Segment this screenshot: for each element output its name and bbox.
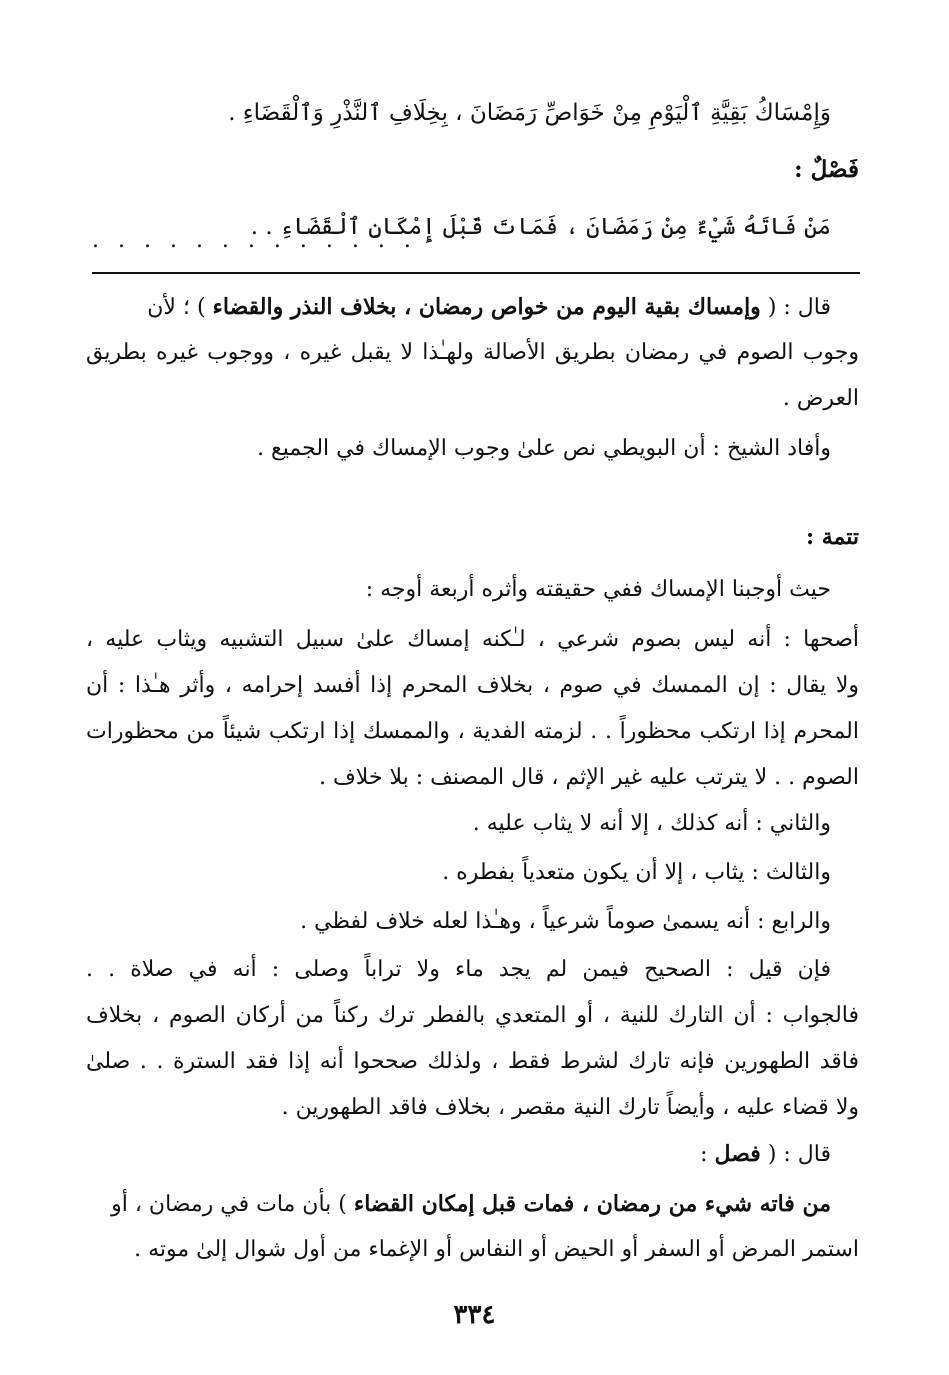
sharh-p1-line-3: العرض .	[782, 386, 859, 411]
sharh-p4-line-2: ولا يقال : إن الممسك في صوم ، بخلاف المحرم إذا أفسد إحرامه ، وأثر هـٰذا : أن	[86, 673, 859, 698]
sharh-p9-fasl	[86, 1139, 831, 1170]
sharh-p8-line-4: ولا قضاء عليه ، وأيضاً تارك النية مقصر ، بخلاف فاقد الطهورين .	[281, 1095, 859, 1120]
sharh-p4-line-3: المحرم إذا ارتكب محظوراً . . لزمته الفدية ، والممسك إذا ارتكب شيئاً من محظورات	[86, 719, 859, 744]
sharh-p7: والرابع : أنه يسمىٰ صوماً شرعياً ، وهـٰذا لعله خلاف لفظي .	[300, 909, 831, 934]
sharh-p4-line-1: أصحها : أنه ليس بصوم شرعي ، لـٰكنه إمساك علىٰ سبيل التشبيه ويثاب عليه ،	[86, 627, 859, 652]
matn-heading-fasl: فَصْلٌ :	[794, 156, 859, 183]
sharh-p1-line-2: وجوب الصوم في رمضان بطريق الأصالة ولهـٰذا لا يقبل غيره ، ووجوب غيره بطريق	[86, 340, 859, 365]
tatimma-heading: تتمة :	[805, 524, 859, 550]
matn-line-1: وَإِمْسَاكُ بَقِيَّةِ ٱلْيَوْمِ مِنْ خَوَاصِّ رَمَضَانَ ، بِخِلَافِ ٱلنَّذْرِ وَٱلْقَضَاءِ .	[228, 100, 831, 126]
sharh-p8-line-3: فاقد الطهورين فإنه تارك لشرط فقط ، ولذلك صححوا أنه إذا فقد السترة . . صلىٰ	[86, 1049, 859, 1074]
qala-colon: :	[700, 1142, 708, 1167]
quoted-fasl: فصل	[714, 1141, 761, 1167]
qala-suffix: ) ؛ لأن	[147, 295, 206, 320]
matn-ellipsis-dots: . . . . . . . . . . . . .	[92, 228, 417, 253]
separator-rule	[92, 272, 860, 274]
sharh-p4-line-4: الصوم . . لا يترتب عليه غير الإثم ، قال المصنف : بلا خلاف .	[318, 765, 859, 790]
sharh-p10-suffix: ) بأن مات في رمضان ، أو	[111, 1192, 347, 1217]
quoted-matn-2: من فاته شيء من رمضان ، فمات قبل إمكان القضاء	[353, 1191, 831, 1217]
quoted-matn: وإمساك بقية اليوم من خواص رمضان ، بخلاف النذر والقضاء	[212, 294, 761, 320]
sharh-p6: والثالث : يثاب ، إلا أن يكون متعدياً بفطره .	[442, 860, 831, 885]
sharh-p2: وأفاد الشيخ : أن البويطي نص علىٰ وجوب الإمساك في الجميع .	[257, 436, 831, 461]
sharh-p10-line-2: استمر المرض أو السفر أو الحيض أو النفاس أو الإغماء من أول شوال إلىٰ موته .	[134, 1237, 859, 1262]
qala-prefix-2: قال : (	[767, 1142, 831, 1167]
page-number: ٣٣٤	[453, 1300, 496, 1330]
sharh-p8-line-2: فالجواب : أن التارك للنية ، أو المتعدي بالفطر ترك ركناً من أركان الصوم ، بخلاف	[86, 1003, 859, 1028]
sharh-p5: والثاني : أنه كذلك ، إلا أنه لا يثاب عليه .	[472, 811, 831, 836]
matn-line-2: مَنْ فَاتَهُ شَيْءٌ مِنْ رَمَضَانَ ، فَمَاتَ قَبْلَ إِمْكَانِ ٱلْقَضَاءِ . .	[250, 214, 831, 240]
sharh-p8-line-1: فإن قيل : الصحيح فيمن لم يجد ماء ولا تراباً وصلى : أنه في صلاة . .	[86, 957, 831, 982]
sharh-p3: حيث أوجبنا الإمساك ففي حقيقته وأثره أربعة أوجه :	[365, 577, 831, 602]
qala-prefix: قال : (	[767, 295, 831, 320]
sharh-p1-line-1	[86, 292, 831, 323]
sharh-p10-line-1	[86, 1189, 831, 1220]
